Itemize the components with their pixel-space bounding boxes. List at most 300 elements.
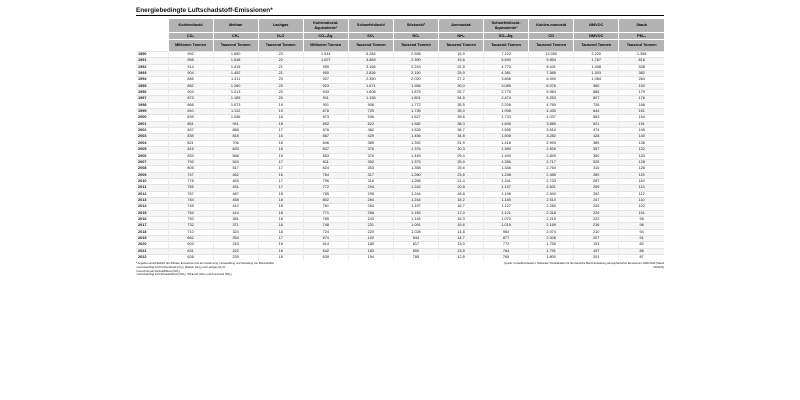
value-cell: 785 [393,255,438,261]
column-header-unit: Tausend Tonnen [529,40,574,52]
value-cell: 487 [213,191,258,197]
value-cell: 1.498 [574,64,619,70]
value-cell: 1.197 [484,185,529,191]
value-cell: 1.241 [484,178,529,184]
value-cell: 352 [348,159,393,165]
value-cell: 17 [258,128,303,134]
value-cell: 1.091 [393,223,438,229]
value-cell: 2.540 [529,191,574,197]
value-cell: 161 [619,109,664,115]
value-cell: 226 [574,204,619,210]
value-cell: 3.166 [348,64,393,70]
value-cell: 866 [168,102,213,108]
value-cell: 1.392 [393,140,438,146]
year-cell: 2000 [136,115,168,121]
value-cell: 23,5 [438,172,483,178]
value-cell: 980 [574,83,619,89]
value-cell: 2.006 [529,235,574,241]
column-header-name: Schwefeldioxid [348,19,393,33]
value-cell: 4.770 [484,64,529,70]
value-cell: 86 [619,248,664,254]
value-cell: 353 [348,166,393,172]
year-cell: 2022 [136,255,168,261]
value-cell: 429 [348,134,393,140]
value-cell: 642 [303,248,348,254]
column-header-unit: Tausend Tonnen [213,40,258,52]
value-cell: 220 [348,229,393,235]
value-cell: 18 [258,223,303,229]
column-header-name: Methan [213,19,258,33]
value-cell: 904 [168,90,213,96]
value-cell: 32,7 [438,90,483,96]
value-cell: 846 [303,140,348,146]
value-cell: 20 [258,90,303,96]
year-cell: 2002 [136,128,168,134]
value-cell: 183 [348,248,393,254]
value-cell: 140 [619,134,664,140]
header-row-names [136,19,664,33]
column-header-formula: PM₁₀ [619,33,664,40]
value-cell: 2.826 [529,147,574,153]
value-cell: 16 [258,242,303,248]
value-cell: 4.769 [529,102,574,108]
value-cell: 6.076 [529,83,574,89]
value-cell: 192 [619,83,664,89]
value-cell: 784 [168,197,213,203]
value-cell: 839 [168,115,213,121]
value-cell: 1.582 [393,121,438,127]
value-cell: 247 [574,197,619,203]
year-cell: 2020 [136,242,168,248]
value-cell: 1.772 [393,102,438,108]
value-cell: 243 [348,216,393,222]
value-cell: 14,7 [438,235,483,241]
table-row [136,255,664,261]
value-cell: 16 [258,248,303,254]
value-cell: 132 [619,147,664,153]
value-cell: 371 [213,223,258,229]
value-cell: 229 [574,210,619,216]
value-cell: 4.381 [484,71,529,77]
value-cell: 1.548 [213,58,258,64]
value-cell: 1.268 [393,178,438,184]
value-cell: 5.590 [484,58,529,64]
value-cell: 821 [168,140,213,146]
value-cell: 805 [168,166,213,172]
value-cell: 816 [619,58,664,64]
value-cell: 15,6 [438,223,483,229]
column-header-unit: Millionen Tonnen [168,40,213,52]
value-cell: 628 [168,255,213,261]
column-header-unit: Tausend Tonnen [484,40,529,52]
value-cell: 767 [168,191,213,197]
value-cell: 8.441 [529,64,574,70]
value-cell: 710 [168,229,213,235]
value-cell: 914 [168,64,213,70]
column-header-formula: CO [529,33,574,40]
value-cell: 194 [348,255,393,261]
value-cell: 5.284 [348,52,393,58]
value-cell: 243 [213,242,258,248]
year-cell: 2018 [136,229,168,235]
footer [136,262,664,282]
value-cell: 964 [484,229,529,235]
value-cell: 16 [258,153,303,159]
value-cell: 840 [168,109,213,115]
value-cell: 1.376 [393,147,438,153]
value-cell: 21,4 [438,178,483,184]
value-cell: 110 [619,197,664,203]
year-cell: 1998 [136,102,168,108]
column-header-name: Lachgas [258,19,303,33]
value-cell: 21 [258,64,303,70]
value-cell: 112 [619,191,664,197]
value-cell: 27,2 [438,77,483,83]
value-cell: 2.390 [393,58,438,64]
column-header-formula: SO₂ [348,33,393,40]
value-cell: 1.956 [393,83,438,89]
value-cell: 18,2 [438,197,483,203]
value-cell: 1.242 [393,185,438,191]
value-cell: 837 [303,147,348,153]
value-cell: 96 [619,223,664,229]
value-cell: 12,8 [438,255,483,261]
value-cell: 876 [303,109,348,115]
value-cell: 839 [168,134,213,140]
value-cell: 269 [574,185,619,191]
year-cell: 2014 [136,204,168,210]
value-cell: 1.998 [484,109,529,115]
value-cell: 796 [303,178,348,184]
value-cell: 923 [303,83,348,89]
value-cell: 807 [574,96,619,102]
value-cell: 15,9 [438,52,483,58]
value-cell: 1.452 [213,71,258,77]
value-cell: 873 [168,96,213,102]
value-cell: 389 [348,140,393,146]
value-cell: 524 [213,159,258,165]
value-cell: 563 [574,115,619,121]
value-cell: 1.145 [393,216,438,222]
value-cell: 7.122 [484,52,529,58]
value-cell: 410 [213,204,258,210]
value-cell: 950 [303,71,348,77]
year-cell: 2003 [136,134,168,140]
value-cell: 20,5 [438,185,483,191]
value-cell: 1.196 [484,191,529,197]
column-header-formula: N₂O [258,33,303,40]
value-cell: 25,9 [438,71,483,77]
value-cell: 19 [258,102,303,108]
value-cell: 18 [258,115,303,121]
table-body [136,52,664,261]
value-cell: 201 [574,255,619,261]
value-cell: 2.318 [529,210,574,216]
value-cell: 3.282 [529,134,574,140]
value-cell: 1.156 [348,96,393,102]
value-cell: 266 [348,210,393,216]
column-header-name: Stickoxid² [393,19,438,33]
value-cell: 30,0 [438,83,483,89]
value-cell: 754 [168,210,213,216]
value-cell: 376 [348,153,393,159]
value-cell: 357 [574,147,619,153]
value-cell: 817 [393,242,438,248]
value-cell: 25,6 [438,166,483,172]
value-cell: 82 [619,242,664,248]
value-cell: 166 [619,102,664,108]
value-cell: 662 [168,235,213,241]
value-cell: 568 [213,153,258,159]
value-cell: 3.808 [484,77,529,83]
value-cell: 2.993 [529,140,574,146]
value-cell: 19,6 [438,58,483,64]
value-cell: 12.050 [529,52,574,58]
value-cell: 1.735 [393,109,438,115]
value-cell: 35,5 [438,102,483,108]
value-cell: 745 [168,204,213,210]
value-cell: 4.430 [529,109,574,115]
value-cell: 34,8 [438,134,483,140]
value-cell: 792 [168,159,213,165]
year-cell: 2015 [136,210,168,216]
footnote: ² berechnet als Stickstoffdioxid (NO₂) [136,269,181,273]
value-cell: 824 [303,166,348,172]
value-cell: 724 [303,229,348,235]
year-cell: 1993 [136,71,168,77]
value-cell: 644 [574,109,619,115]
value-cell: 35,0 [438,109,483,115]
value-cell: 16 [258,255,303,261]
value-cell: 885 [168,77,213,83]
header-row-formulas [136,33,664,40]
value-cell: 20 [258,96,303,102]
header-corner [136,40,168,52]
footnote: ¹ berücksichtigt sind Kohlendioxid (CO₂), Methan (CH₄) und Lachgas (N₂O) [136,265,226,269]
value-cell: 1.007 [303,58,348,64]
value-cell: 750 [168,216,213,222]
value-cell: 318 [348,178,393,184]
value-cell: 1.244 [393,197,438,203]
value-cell: 765 [303,216,348,222]
value-cell: 38,3 [438,121,483,127]
value-cell: 263 [348,204,393,210]
value-cell: 325 [574,159,619,165]
value-cell: 126 [619,166,664,172]
value-cell: 802 [303,197,348,203]
value-cell: 958 [168,58,213,64]
value-cell: 22 [258,58,303,64]
value-cell: 1.671 [348,83,393,89]
column-header-name: Kohlen-monoxid [529,19,574,33]
value-cell: 2.849 [529,153,574,159]
value-cell: 725 [348,109,393,115]
value-cell: 222 [574,216,619,222]
value-cell: 2.074 [529,229,574,235]
value-cell: 34,5 [438,96,483,102]
value-cell: 1.456 [393,134,438,140]
value-cell: 22,8 [438,64,483,70]
value-cell: 1.528 [393,128,438,134]
value-cell: 2.350 [348,77,393,83]
year-cell: 1991 [136,58,168,64]
value-cell: 815 [168,147,213,153]
value-cell: 1.183 [393,210,438,216]
value-cell: 631 [168,248,213,254]
value-cell: 1.358 [393,166,438,172]
value-cell: 94 [619,229,664,235]
value-cell: 904 [168,71,213,77]
emissions-table [136,19,664,260]
value-cell: 1.185 [213,96,258,102]
value-cell: 765 [484,255,529,261]
value-cell: 207 [574,235,619,241]
value-cell: 1.650 [213,52,258,58]
year-cell: 2011 [136,185,168,191]
value-cell: 536 [348,115,393,121]
page-title: Energiebedingte Luftschadstoff-Emissionen* [136,6,664,16]
value-cell: 381 [213,216,258,222]
value-cell: 927 [303,77,348,83]
column-header-name: Kohlendioxid-Äquivalente¹ [303,19,348,33]
value-cell: 119 [619,178,664,184]
value-cell: 1.627 [393,115,438,121]
value-cell: 133 [619,153,664,159]
value-cell: 474 [574,128,619,134]
column-header-name: Ammoniak [438,19,483,33]
column-header-formula: SO₂-Äq. [484,33,529,40]
year-cell: 1997 [136,96,168,102]
value-cell: 5.253 [529,96,574,102]
value-cell: 1.356 [484,159,529,165]
value-cell: 992 [168,52,213,58]
value-cell: 197 [574,248,619,254]
value-cell: 867 [303,134,348,140]
value-cell: 1.800 [529,255,574,261]
value-cell: 1.127 [484,204,529,210]
value-cell: 16 [258,140,303,146]
value-cell: 176 [619,96,664,102]
column-header-name: Staub [619,19,664,33]
value-cell: 216 [574,223,619,229]
value-cell: 1.121 [484,210,529,216]
value-cell: 1.070 [484,216,529,222]
value-cell: 16 [258,134,303,140]
value-cell: 242 [213,248,258,254]
value-cell: 151 [619,121,664,127]
footnotes [136,262,396,276]
value-cell: 941 [213,121,258,127]
value-cell: 2.220 [574,52,619,58]
footnote: * Angaben einschließlich der diffusen Emissionen bei der Gewinnung, Umwandlung und Verteilung von Brennstoffen [136,262,275,266]
value-cell: 13,0 [438,242,483,248]
year-cell: 1999 [136,109,168,115]
value-cell: 317 [348,172,393,178]
year-cell: 2006 [136,153,168,159]
value-cell: 385 [574,140,619,146]
year-cell: 2007 [136,159,168,165]
value-cell: 901 [303,102,348,108]
value-cell: 1.449 [393,153,438,159]
year-cell: 1996 [136,90,168,96]
value-cell: 1.595 [484,128,529,134]
value-cell: 2.764 [529,166,574,172]
value-cell: 294 [348,185,393,191]
value-cell: 14,8 [438,229,483,235]
year-cell: 2019 [136,235,168,241]
value-cell: 853 [303,153,348,159]
value-cell: 906 [348,102,393,108]
value-cell: 98 [619,216,664,222]
column-header-formula: CO₂-Äq. [303,33,348,40]
year-cell: 2016 [136,216,168,222]
value-cell: 959 [303,64,348,70]
year-cell: 2008 [136,166,168,172]
value-cell: 2.169 [529,223,574,229]
column-header-formula: NH₃ [438,33,483,40]
source-note: Quelle: Umweltbundesamt: Nationale Trendtabellen für die deutsche Berichterstattung atmosphärischer Emissionen 1990-2022 (Stand 03/2023) [504,262,664,269]
value-cell: 7.585 [529,71,574,77]
value-cell: 295 [348,191,393,197]
value-cell: 231 [348,223,393,229]
value-cell: 18 [258,197,303,203]
value-cell: 154 [619,115,664,121]
value-cell: 145 [619,128,664,134]
value-cell: 1.767 [574,58,619,64]
value-cell: 764 [303,172,348,178]
value-cell: 674 [303,235,348,241]
value-cell: 128 [619,159,664,165]
value-cell: 1.695 [484,121,529,127]
value-cell: 755 [168,185,213,191]
value-cell: 614 [303,242,348,248]
value-cell: 2.150 [393,71,438,77]
value-cell: 877 [484,235,529,241]
value-cell: 885 [574,90,619,96]
value-cell: 521 [574,121,619,127]
value-cell: 1.608 [348,90,393,96]
value-cell: 2.280 [529,204,574,210]
value-cell: 639 [303,255,348,261]
value-cell: 943 [303,90,348,96]
value-cell: 538 [619,64,664,70]
year-cell: 2017 [136,223,168,229]
value-cell: 1.398 [619,52,664,58]
value-cell: 18 [258,204,303,210]
value-cell: 818 [213,134,258,140]
value-cell: 2.243 [393,64,438,70]
value-cell: 20 [258,77,303,83]
value-cell: 888 [213,128,258,134]
value-cell: 2.474 [484,96,529,102]
value-cell: 2.601 [529,185,574,191]
value-cell: 9.854 [529,58,574,64]
value-cell: 18,8 [438,191,483,197]
value-cell: 1.073 [213,102,258,108]
value-cell: 1.440 [484,153,529,159]
value-cell: 748 [303,223,348,229]
value-cell: 1.044 [303,52,348,58]
value-cell: 1.036 [213,115,258,121]
value-cell: 1.418 [484,140,529,146]
value-cell: 6.490 [529,77,574,83]
value-cell: 1.112 [213,109,258,115]
value-cell: 847 [168,128,213,134]
value-cell: 1.791 [529,248,574,254]
emissions-sheet [136,6,664,282]
value-cell: 517 [213,166,258,172]
year-cell: 1992 [136,64,168,70]
